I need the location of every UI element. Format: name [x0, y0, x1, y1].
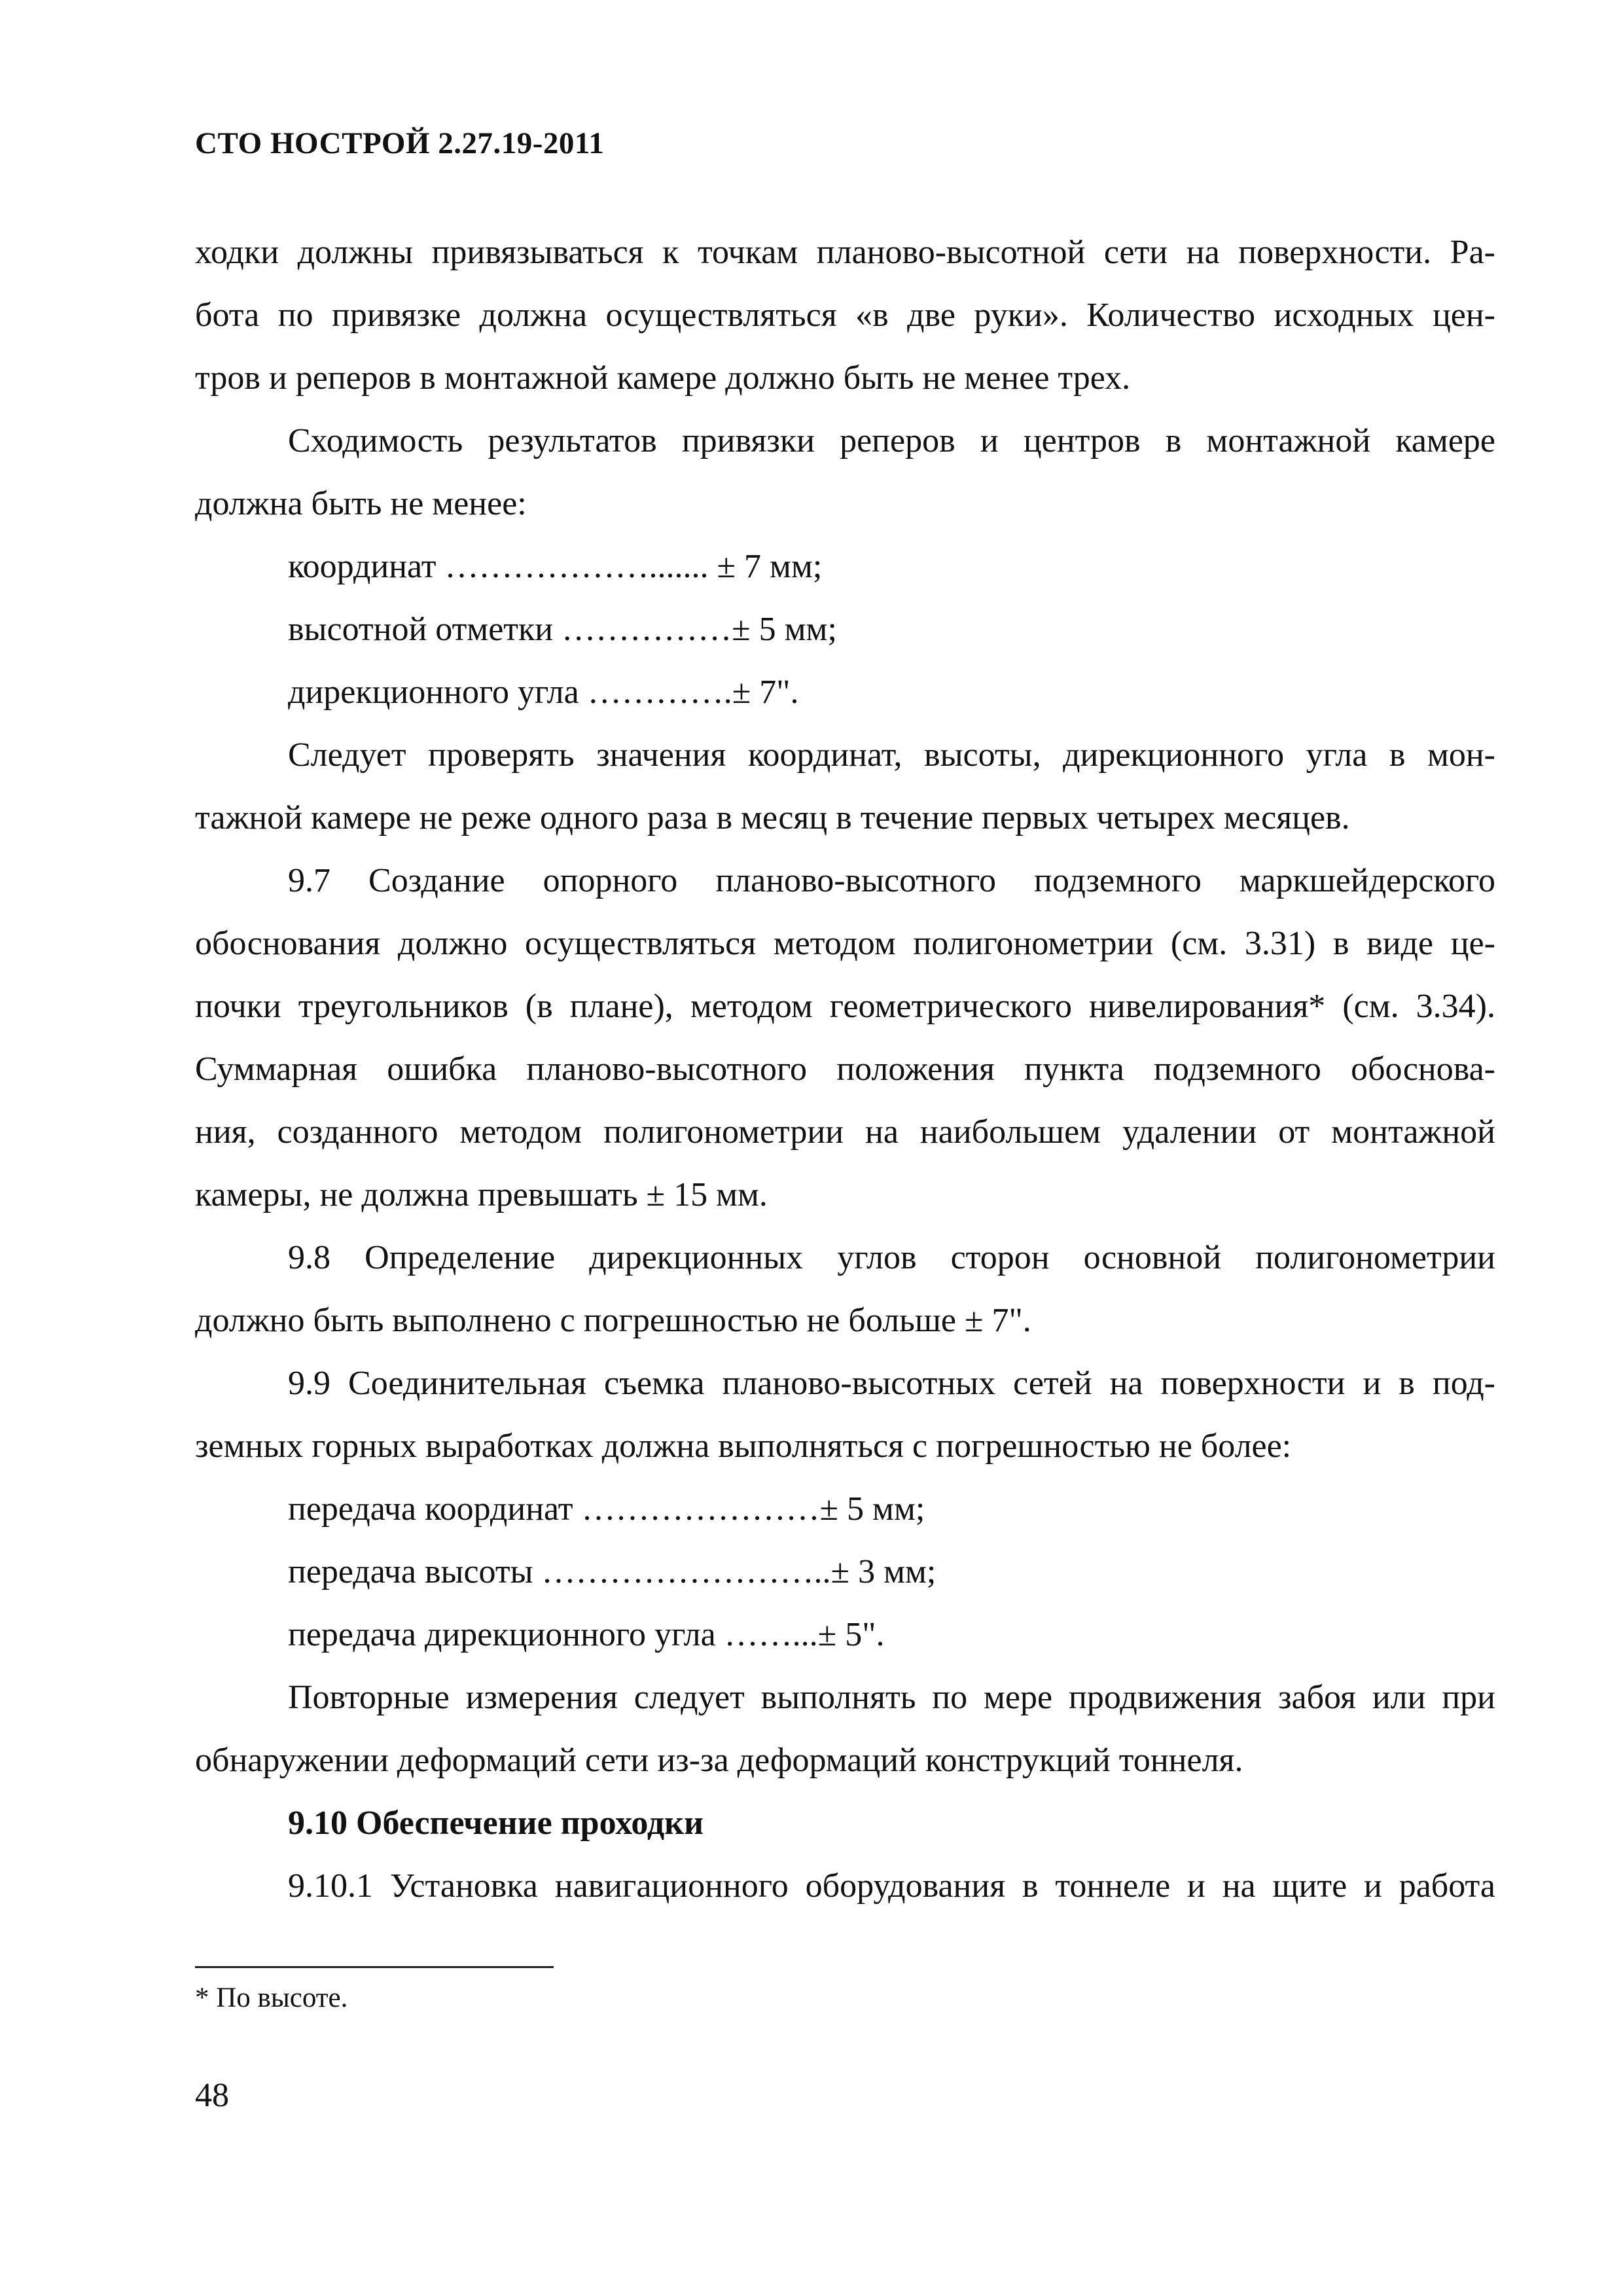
text-line: почки треугольников (в плане), методом геометрического нивелирования* (см. 3.34). [195, 988, 1495, 1025]
tolerance-line: высотной отметки ……………± 5 мм; [288, 611, 837, 648]
tolerance-line: передача дирекционного угла ……...± 5". [288, 1616, 885, 1653]
clause-9-7-line: 9.7 Создание опорного планово-высотного подземного маркшейдерского [288, 862, 1495, 899]
text-line: ходки должны привязываться к точкам планово-высотной сети на поверхности. Ра- [195, 234, 1495, 271]
text-line: обоснования должно осуществляться методом полигонометрии (см. 3.31) в виде це- [195, 925, 1495, 962]
text-line: должно быть выполнено с погрешностью не больше ± 7". [195, 1302, 1031, 1339]
section-heading-9-10: 9.10 Обеспечение проходки [288, 1804, 704, 1842]
text-line: бота по привязке должна осуществляться «в две руки». Количество исходных цен- [195, 296, 1495, 334]
clause-9-10-1-line: 9.10.1 Установка навигационного оборудования в тоннеле и на щите и работа [288, 1867, 1495, 1905]
text-line: должна быть не менее: [195, 485, 527, 522]
text-line: обнаружении деформаций сети из-за деформаций конструкций тоннеля. [195, 1742, 1243, 1779]
text-line: земных горных выработках должна выполняться с погрешностью не более: [195, 1427, 1292, 1465]
text-line: Суммарная ошибка планово-высотного положения пункта подземного обоснова- [195, 1050, 1495, 1088]
page-number: 48 [195, 2077, 229, 2114]
text-line: Сходимость результатов привязки реперов и центров в монтажной камере [288, 422, 1495, 459]
tolerance-line: дирекционного угла ………….± 7". [288, 673, 799, 711]
clause-9-8-line: 9.8 Определение дирекционных углов сторон основной полигонометрии [288, 1239, 1495, 1276]
tolerance-line: передача высоты ……………………..± 3 мм; [288, 1553, 936, 1590]
text-line: ния, созданного методом полигонометрии на наибольшем удалении от монтажной [195, 1113, 1495, 1151]
text-line: камеры, не должна превышать ± 15 мм. [195, 1176, 768, 1213]
tolerance-line: передача координат …………………± 5 мм; [288, 1490, 925, 1528]
text-line: тров и реперов в монтажной камере должно быть не менее трех. [195, 359, 1131, 397]
text-line: тажной камере не реже одного раза в месяц в течение первых четырех месяцев. [195, 799, 1350, 836]
footnote-divider [195, 1966, 554, 1968]
document-header: СТО НОСТРОЙ 2.27.19-2011 [195, 126, 605, 160]
tolerance-line: координат ………………....... ± 7 мм; [288, 548, 823, 585]
clause-9-9-line: 9.9 Соединительная съемка планово-высотных сетей на поверхности и в под- [288, 1365, 1495, 1402]
text-line: Следует проверять значения координат, высоты, дирекционного угла в мон- [288, 736, 1495, 774]
text-line: Повторные измерения следует выполнять по мере продвижения забоя или при [288, 1679, 1495, 1716]
footnote: * По высоте. [195, 1982, 348, 2013]
